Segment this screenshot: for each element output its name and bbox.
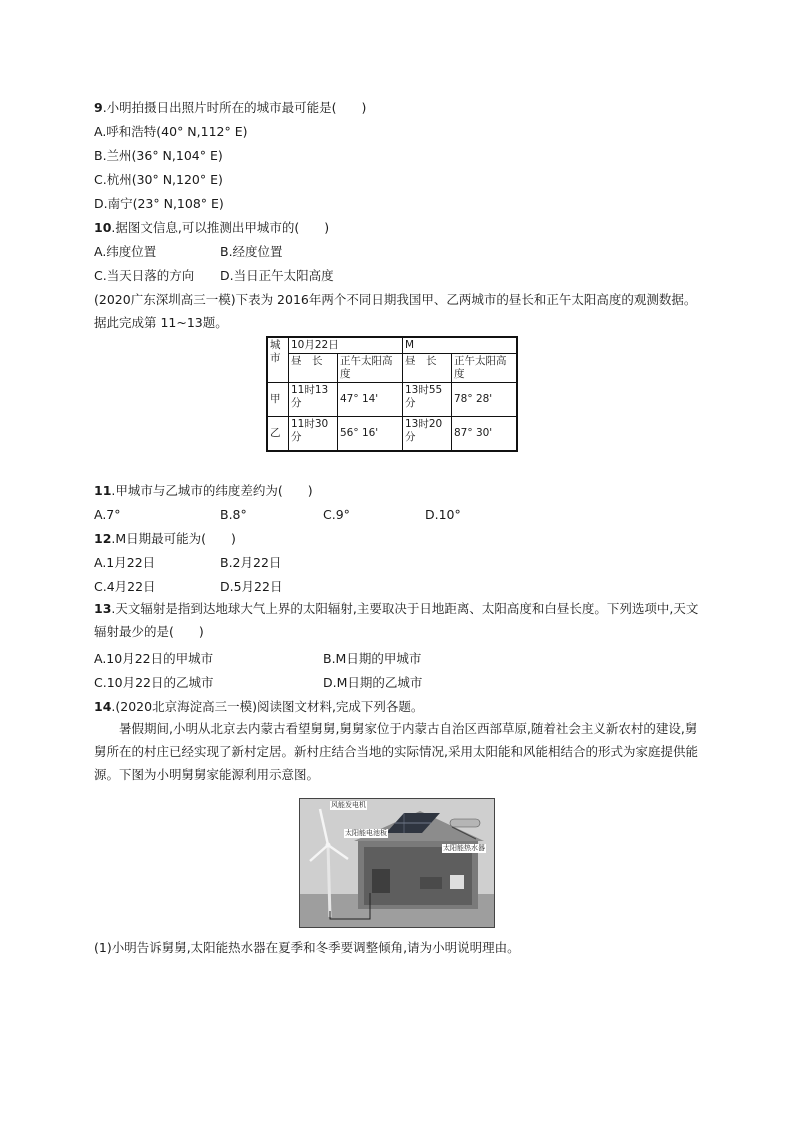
observation-table [266, 336, 518, 452]
q13-option-a: A.10月22日的甲城市 [94, 651, 214, 666]
question-14 [94, 699, 423, 715]
q10-option-d: D.当日正午太阳高度 [220, 268, 334, 283]
table-cell: 13时20分 [403, 417, 452, 451]
question-number: 9 [94, 100, 103, 115]
q11-option-c: C.9° [323, 507, 350, 522]
question-12 [94, 531, 236, 547]
table-sub: 昼 长 [289, 354, 338, 383]
label-solar-panel: 太阳能电池板 [345, 829, 387, 837]
question-9 [94, 100, 366, 116]
q10-option-b: B.经度位置 [220, 244, 283, 259]
question-10 [94, 220, 329, 236]
table-sub: 昼 长 [403, 354, 452, 383]
q9-option-a: A.呼和浩特(40° N,112° E) [94, 124, 248, 139]
question-stem: .(2020北京海淀高三一模)阅读图文材料,完成下列各题。 [111, 699, 424, 714]
table-cell: 47° 14' [338, 383, 403, 417]
label-water-heater: 太阳能热水器 [443, 844, 485, 852]
question-stem: .甲城市与乙城市的纬度差约为( ) [111, 483, 313, 498]
question-stem: .天文辐射是指到达地球大气上界的太阳辐射,主要取决于日地距离、太阳高度和白昼长度。下列选项中,天文辐射最少的是( ) [94, 601, 699, 639]
q14-passage: 暑假期间,小明从北京去内蒙古看望舅舅,舅舅家位于内蒙古自治区西部草原,随着社会主义新农村的建设,舅舅所在的村庄已经实现了新村定居。新村庄结合当地的实际情况,采用太阳能和风能相结合的形式为家庭提供能源。下图为小明舅舅家能源利用示意图。 [94, 721, 698, 782]
question-11 [94, 483, 313, 499]
q9-option-d: D.南宁(23° N,108° E) [94, 196, 224, 211]
q10-option-a: A.纬度位置 [94, 244, 157, 259]
question-13 [94, 597, 700, 643]
q9-option-b: B.兰州(36° N,104° E) [94, 148, 223, 163]
q9-option-c: C.杭州(30° N,120° E) [94, 172, 223, 187]
question-number: 13 [94, 601, 112, 616]
q13-option-b: B.M日期的甲城市 [323, 651, 422, 666]
table-date1: 10月22日 [289, 337, 403, 354]
q11-option-b: B.8° [220, 507, 247, 522]
question-stem: .小明拍摄日出照片时所在的城市最可能是( ) [102, 100, 367, 115]
table-city: 乙 [267, 417, 289, 451]
q12-option-c: C.4月22日 [94, 579, 156, 594]
table-row [267, 383, 517, 417]
q12-option-d: D.5月22日 [220, 579, 283, 594]
table-corner: 城市 [267, 337, 289, 383]
energy-illustration [299, 798, 495, 928]
question-number: 14 [94, 699, 112, 714]
q13-option-c: C.10月22日的乙城市 [94, 675, 214, 690]
q11-option-d: D.10° [425, 507, 461, 522]
label-wind-turbine: 风能发电机 [331, 801, 366, 809]
q11-option-a: A.7° [94, 507, 121, 522]
question-stem: .M日期最可能为( ) [111, 531, 236, 546]
table-city: 甲 [267, 383, 289, 417]
q10-option-c: C.当天日落的方向 [94, 268, 195, 283]
table-cell: 56° 16' [338, 417, 403, 451]
table-sub: 正午太阳高度 [338, 354, 403, 383]
table-cell: 13时55分 [403, 383, 452, 417]
table-cell: 11时13分 [289, 383, 338, 417]
question-number: 12 [94, 531, 112, 546]
table-cell: 11时30分 [289, 417, 338, 451]
q13-option-d: D.M日期的乙城市 [323, 675, 423, 690]
house-energy-drawing [300, 799, 494, 927]
table-date2: M [403, 337, 518, 354]
q14-sub-question-1: (1)小明告诉舅舅,太阳能热水器在夏季和冬季要调整倾角,请为小明说明理由。 [94, 940, 520, 955]
q12-option-a: A.1月22日 [94, 555, 156, 570]
question-number: 10 [94, 220, 112, 235]
table-row [267, 417, 517, 451]
q12-option-b: B.2月22日 [220, 555, 282, 570]
intro-11-13: (2020广东深圳高三一模)下表为 2016年两个不同日期我国甲、乙两城市的昼长和正午太阳高度的观测数据。据此完成第 11~13题。 [94, 292, 697, 330]
table-cell: 87° 30' [452, 417, 518, 451]
table-cell: 78° 28' [452, 383, 518, 417]
table-sub: 正午太阳高度 [452, 354, 518, 383]
question-number: 11 [94, 483, 112, 498]
question-stem: .据图文信息,可以推测出甲城市的( ) [111, 220, 330, 235]
